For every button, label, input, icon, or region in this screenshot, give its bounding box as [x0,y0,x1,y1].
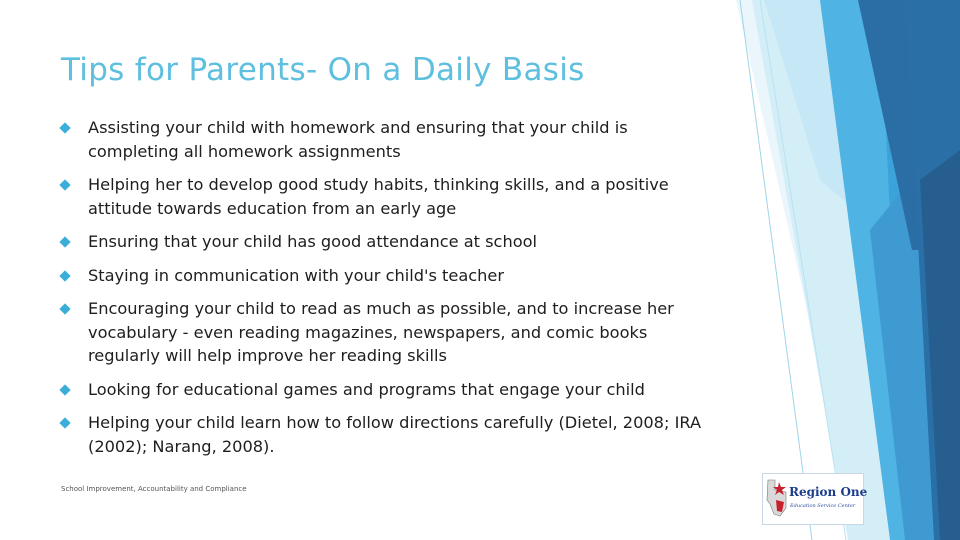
list-item-text: Helping her to develop good study habits, thinking skills, and a positive attitude towards education from an early age [88,175,669,218]
texas-map-icon [766,478,788,518]
list-item-text: Staying in communication with your child's teacher [88,265,505,285]
list-item-text: Assisting your child with homework and ensuring that your child is completing all homework assignments [88,118,628,161]
diamond-bullet-icon [59,417,70,428]
list-item [62,297,712,368]
list-item [62,230,712,254]
diamond-bullet-icon [59,236,70,247]
logo-name: Region One [789,485,868,499]
logo-subtitle: Education Service Center [790,503,856,509]
list-item [62,264,712,288]
list-item-text: Encouraging your child to read as much as possible, and to increase her vocabulary - even reading magazines, newspapers, and comic books regularly will help improve her reading skills [88,299,674,365]
list-item-text: Helping your child learn how to follow directions carefully (Dietel, 2008; IRA (2002); Narang, 2008). [88,413,702,456]
list-item [62,411,712,458]
diamond-bullet-icon [59,384,70,395]
diamond-bullet-icon [59,122,70,133]
list-item [62,378,712,402]
diamond-bullet-icon [59,179,70,190]
region-one-logo [762,473,868,525]
diamond-bullet-icon [59,303,70,314]
list-item-text: Looking for educational games and programs that engage your child [88,379,645,399]
list-item [62,173,712,220]
slide-title: Tips for Parents- On a Daily Basis [61,52,585,88]
list-item-text: Ensuring that your child has good attendance at school [88,232,538,251]
footer-text: School Improvement, Accountability and Compliance [61,485,247,493]
bullet-list [62,116,712,458]
list-item [62,116,712,163]
diamond-bullet-icon [59,270,70,281]
